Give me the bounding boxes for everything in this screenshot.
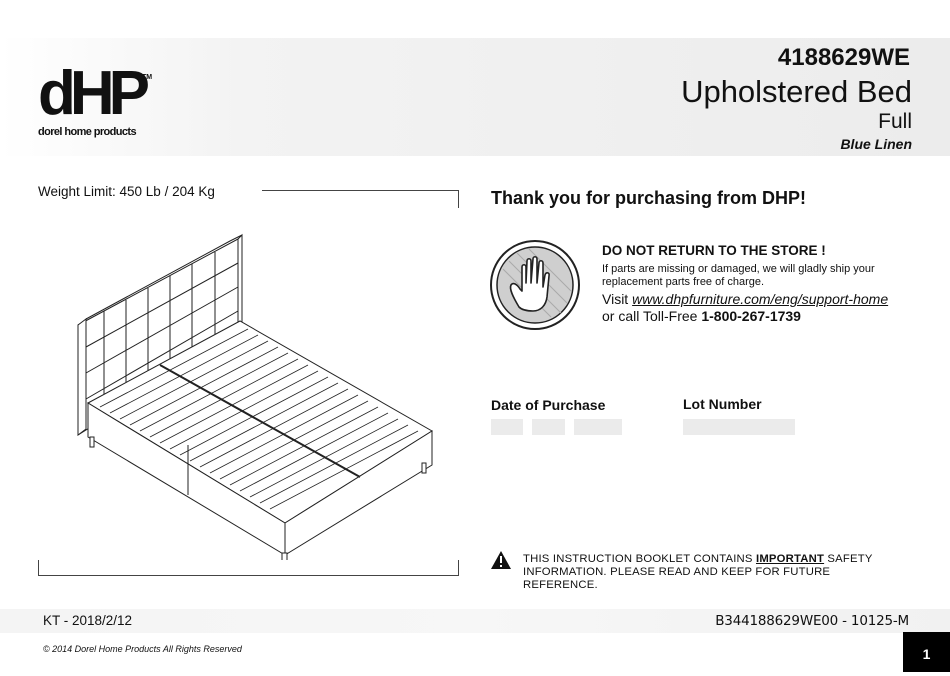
call-prefix: or call Toll-Free bbox=[602, 308, 702, 324]
call-line bbox=[602, 308, 801, 324]
logo-trademark: TM bbox=[142, 74, 153, 81]
color-variant: Blue Linen bbox=[840, 136, 912, 152]
support-url-link[interactable]: www.dhpfurniture.com/eng/support-home bbox=[632, 291, 889, 307]
thank-you-heading: Thank you for purchasing from DHP! bbox=[491, 188, 807, 208]
warning-part-1: THIS INSTRUCTION BOOKLET CONTAINS bbox=[523, 553, 756, 565]
warning-important: IMPORTANT bbox=[755, 553, 825, 565]
copyright-text: © 2014 Dorel Home Products All Rights Reserved bbox=[43, 644, 242, 654]
purchase-date-field-1[interactable] bbox=[491, 419, 523, 435]
logo-mark: dHP bbox=[38, 59, 144, 128]
lot-number-label: Lot Number bbox=[683, 396, 762, 412]
model-number: 4188629WE bbox=[777, 44, 910, 71]
visit-line bbox=[602, 291, 888, 307]
weight-limit: Weight Limit: 450 Lb / 204 Kg bbox=[38, 184, 215, 199]
divider-top-tick bbox=[458, 190, 459, 208]
lot-number-field[interactable] bbox=[683, 419, 795, 435]
date-of-purchase-label: Date of Purchase bbox=[491, 397, 606, 413]
divider-top bbox=[262, 190, 459, 191]
product-name: Upholstered Bed bbox=[681, 74, 912, 109]
safety-warning-text bbox=[523, 553, 903, 592]
warning-part-2: SAFETY INFORMATION. PLEASE READ AND KEEP FOR FUTURE REFERENCE. bbox=[523, 553, 873, 591]
document-code: B344188629WE00 - 10125-M bbox=[715, 613, 909, 629]
divider-bottom bbox=[38, 575, 459, 576]
kt-date: KT - 2018/2/12 bbox=[43, 613, 133, 628]
missing-parts-text: If parts are missing or damaged, we will gladly ship your replacement parts free of charge. bbox=[602, 263, 875, 288]
visit-prefix: Visit bbox=[602, 291, 633, 307]
product-size: Full bbox=[878, 110, 912, 133]
page-number: 1 bbox=[903, 632, 950, 672]
purchase-date-field-2[interactable] bbox=[532, 419, 565, 435]
divider-bottom-tick-right bbox=[458, 560, 459, 576]
toll-free-number: 1-800-267-1739 bbox=[701, 308, 801, 324]
stop-hand-icon bbox=[489, 239, 581, 331]
bed-illustration bbox=[70, 225, 450, 560]
warning-triangle-icon bbox=[491, 551, 511, 569]
do-not-return-heading: DO NOT RETURN TO THE STORE ! bbox=[602, 243, 826, 258]
dhp-logo bbox=[38, 59, 158, 144]
purchase-date-field-3[interactable] bbox=[574, 419, 622, 435]
divider-bottom-tick-left bbox=[38, 560, 39, 576]
logo-subtitle: dorel home products bbox=[38, 126, 136, 138]
